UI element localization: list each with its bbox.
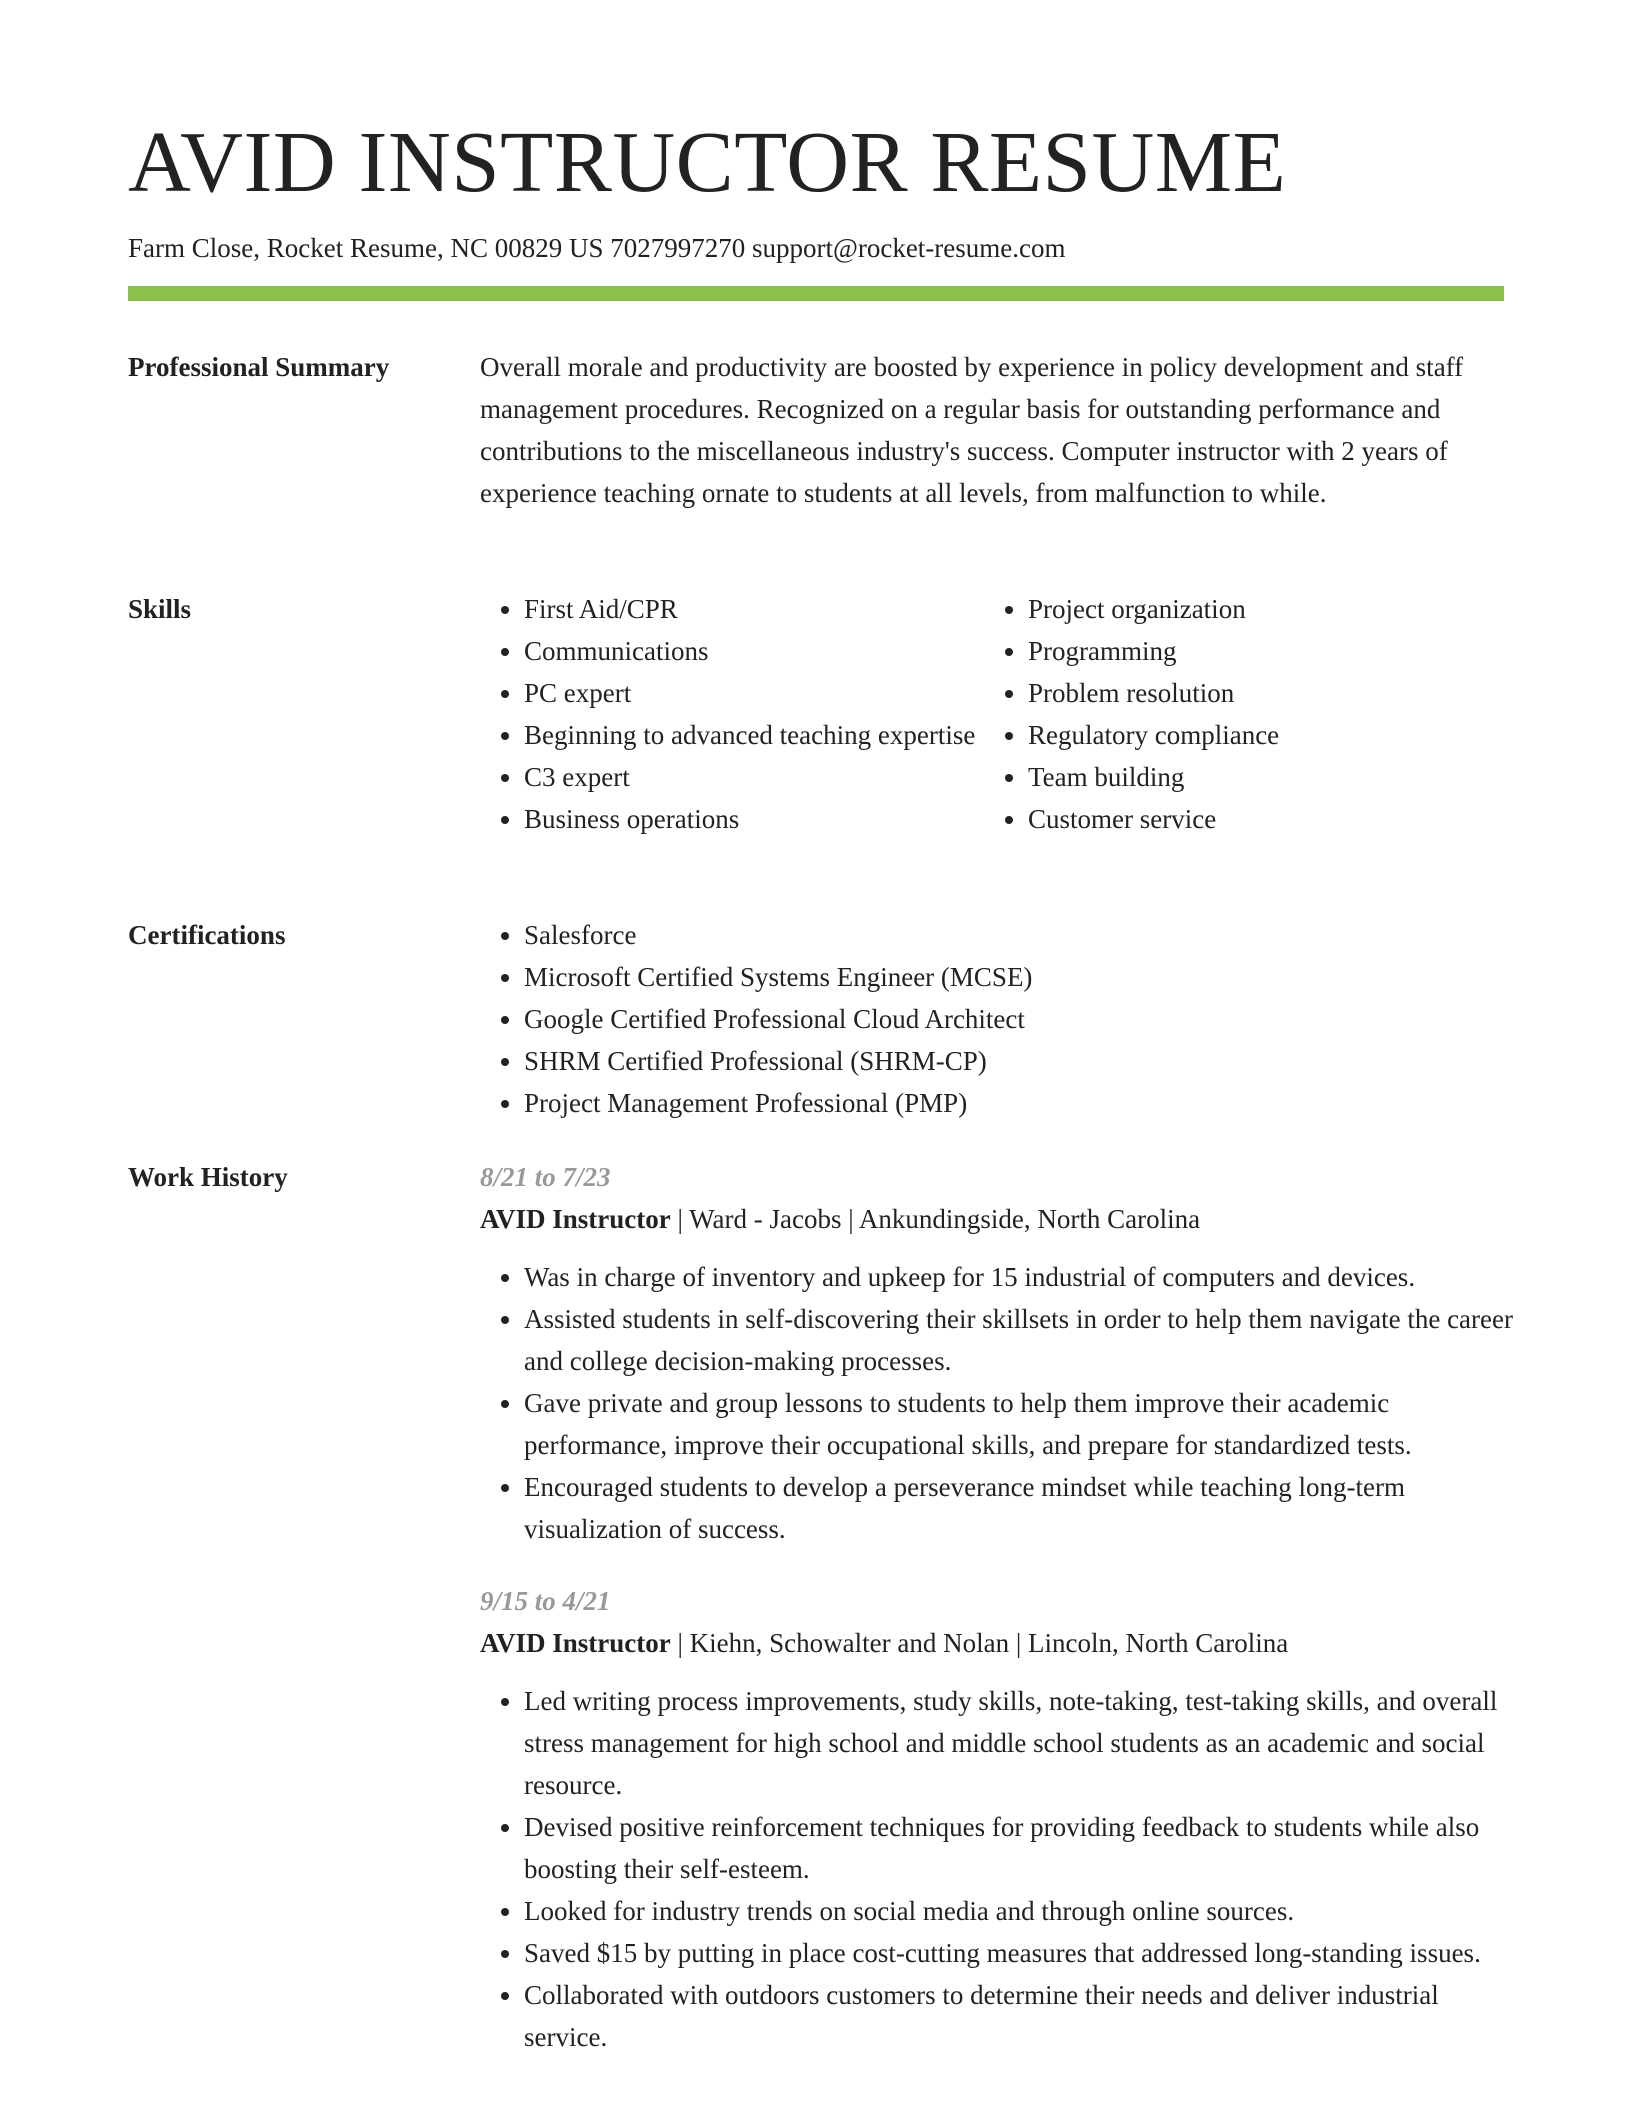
- job-entry: [480, 1156, 1515, 1550]
- skill-item: • Programming: [1028, 630, 1528, 672]
- job-bullet: • Collaborated with outdoors customers to determine their needs and deliver industrial service.: [524, 1974, 1515, 2058]
- skill-item: • Beginning to advanced teaching expertise: [524, 714, 984, 756]
- section-label-summary: Professional Summary: [128, 352, 390, 382]
- job-employer-location: | Kiehn, Schowalter and Nolan | Lincoln, North Carolina: [670, 1628, 1289, 1658]
- job-heading: [480, 1198, 1515, 1240]
- job-bullet: • Encouraged students to develop a perseverance mindset while teaching long-term visualization of success.: [524, 1466, 1515, 1550]
- certification-item: • Project Management Professional (PMP): [524, 1082, 1510, 1124]
- job-dates: 8/21 to 7/23: [480, 1162, 611, 1192]
- skill-item: • First Aid/CPR: [524, 588, 984, 630]
- accent-divider: [128, 286, 1504, 301]
- job-bullet: • Led writing process improvements, study skills, note-taking, test-taking skills, and overall stress management for high school and middle school students as an academic and social resource.: [524, 1680, 1515, 1806]
- section-label-work-history: Work History: [128, 1162, 288, 1192]
- skill-item: • Problem resolution: [1028, 672, 1528, 714]
- skills-list-left: [480, 588, 984, 840]
- job-bullet: • Looked for industry trends on social media and through online sources.: [524, 1890, 1515, 1932]
- skill-item: • Customer service: [1028, 798, 1528, 840]
- job-dates: 9/15 to 4/21: [480, 1586, 611, 1616]
- certification-item: • Microsoft Certified Systems Engineer (MCSE): [524, 956, 1510, 998]
- job-bullet: • Devised positive reinforcement techniques for providing feedback to students while also boosting their self-esteem.: [524, 1806, 1515, 1890]
- skill-item: • Project organization: [1028, 588, 1528, 630]
- job-bullets: [480, 1256, 1515, 1550]
- skill-item: • Communications: [524, 630, 984, 672]
- job-title: AVID Instructor: [480, 1204, 671, 1234]
- skill-item: • Regulatory compliance: [1028, 714, 1528, 756]
- summary-text: Overall morale and productivity are boosted by experience in policy development and staff management procedures. Recognized on a regular basis for outstanding performance and contributions to the miscellaneous industry's success. Computer instructor with 2 years of experience teaching ornate to students at all levels, from malfunction to while.: [480, 352, 1464, 508]
- job-entry: [480, 1580, 1515, 2058]
- job-title: AVID Instructor: [480, 1628, 671, 1658]
- section-label-skills: Skills: [128, 594, 192, 624]
- skills-list-right: [984, 588, 1528, 840]
- certification-item: • Salesforce: [524, 914, 1510, 956]
- skill-item: • Business operations: [524, 798, 984, 840]
- job-bullet: • Saved $15 by putting in place cost-cutting measures that addressed long-standing issues.: [524, 1932, 1515, 1974]
- resume-title: AVID INSTRUCTOR RESUME: [128, 113, 1287, 210]
- job-bullet: • Assisted students in self-discovering their skillsets in order to help them navigate the career and college decision-making processes.: [524, 1298, 1515, 1382]
- certification-item: • SHRM Certified Professional (SHRM-CP): [524, 1040, 1510, 1082]
- certification-item: • Google Certified Professional Cloud Architect: [524, 998, 1510, 1040]
- skill-item: • C3 expert: [524, 756, 984, 798]
- job-bullet: • Was in charge of inventory and upkeep for 15 industrial of computers and devices.: [524, 1256, 1515, 1298]
- certifications-list: [480, 914, 1510, 1124]
- section-label-certifications: Certifications: [128, 920, 286, 950]
- skill-item: • Team building: [1028, 756, 1528, 798]
- job-bullet: • Gave private and group lessons to students to help them improve their academic performance, improve their occupational skills, and prepare for standardized tests.: [524, 1382, 1515, 1466]
- job-heading: [480, 1622, 1515, 1664]
- skill-item: • PC expert: [524, 672, 984, 714]
- contact-line: Farm Close, Rocket Resume, NC 00829 US 7027997270 support@rocket-resume.com: [128, 233, 1066, 263]
- job-employer-location: | Ward - Jacobs | Ankundingside, North Carolina: [670, 1204, 1201, 1234]
- job-bullets: [480, 1680, 1515, 2058]
